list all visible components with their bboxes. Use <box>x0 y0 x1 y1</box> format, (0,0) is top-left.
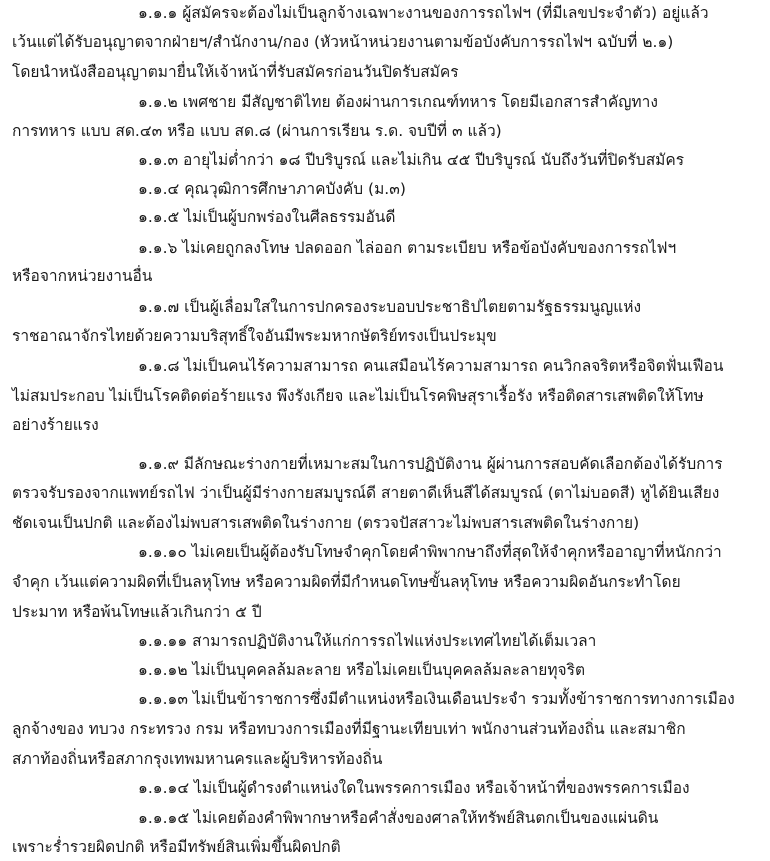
clause-1-1-6-line-2: หรือจากหน่วยงานอื่น <box>12 267 153 285</box>
clause-1-1-1-line-3: โดยนำหนังสืออนุญาตมายื่นให้เจ้าหน้าที่รับสมัครก่อนวันปิดรับสมัคร <box>12 63 459 81</box>
clause-1-1-2-line-2: การทหาร แบบ สด.๔๓ หรือ แบบ สด.๘ (ผ่านการเรียน ร.ด. จบปีที่ ๓ แล้ว) <box>12 122 502 140</box>
clause-1-1-8-line-3: อย่างร้ายแรง <box>12 416 99 434</box>
clause-1-1-15-line-2: เพราะร่ำรวยผิดปกติ หรือมีทรัพย์สินเพิ่มขึ้นผิดปกติ <box>12 838 341 856</box>
clause-1-1-2-line-1: ๑.๑.๒ เพศชาย มีสัญชาติไทย ต้องผ่านการเกณฑ์ทหาร โดยมีเอกสารสำคัญทาง <box>138 93 658 111</box>
clause-1-1-9-line-2: ตรวจรับรองจากแพทย์รถไฟ ว่าเป็นผู้มีร่างกายสมบูรณ์ดี สายตาดีเห็นสีได้สมบูรณ์ (ตาไม่บอดสี) หูได้ยินเสียง <box>12 484 720 502</box>
clause-1-1-14: ๑.๑.๑๔ ไม่เป็นผู้ดำรงตำแหน่งใดในพรรคการเมือง หรือเจ้าหน้าที่ของพรรคการเมือง <box>138 779 690 797</box>
clause-1-1-4: ๑.๑.๔ คุณวุฒิการศึกษาภาคบังคับ (ม.๓) <box>138 180 406 198</box>
clause-1-1-1-line-1: ๑.๑.๑ ผู้สมัครจะต้องไม่เป็นลูกจ้างเฉพาะงานของการรถไฟฯ (ที่มีเลขประจำตัว) อยู่แล้ว <box>138 4 709 22</box>
clause-1-1-10-line-3: ประมาท หรือพ้นโทษแล้วเกินกว่า ๕ ปี <box>12 603 262 621</box>
clause-1-1-7-line-1: ๑.๑.๗ เป็นผู้เลื่อมใสในการปกครองระบอบประชาธิปไตยตามรัฐธรรมนูญแห่ง <box>138 298 642 316</box>
clause-1-1-15-line-1: ๑.๑.๑๕ ไม่เคยต้องคำพิพากษาหรือคำสั่งของศาลให้ทรัพย์สินตกเป็นของแผ่นดิน <box>138 809 659 827</box>
clause-1-1-9-line-1: ๑.๑.๙ มีลักษณะร่างกายที่เหมาะสมในการปฏิบัติงาน ผู้ผ่านการสอบคัดเลือกต้องได้รับการ <box>138 455 723 473</box>
clause-1-1-11: ๑.๑.๑๑ สามารถปฏิบัติงานให้แก่การรถไฟแห่งประเทศไทยได้เต็มเวลา <box>138 632 597 650</box>
clause-1-1-13-line-3: สภาท้องถิ่นหรือสภากรุงเทพมหานครและผู้บริหารท้องถิ่น <box>12 750 383 768</box>
clause-1-1-9-line-3: ชัดเจนเป็นปกติ และต้องไม่พบสารเสพติดในร่างกาย (ตรวจปัสสาวะไม่พบสารเสพติดในร่างกาย) <box>12 514 640 532</box>
clause-1-1-5: ๑.๑.๕ ไม่เป็นผู้บกพร่องในศีลธรรมอันดี <box>138 208 396 226</box>
clause-1-1-7-line-2: ราชอาณาจักรไทยด้วยความบริสุทธิ์ใจอันมีพระมหากษัตริย์ทรงเป็นประมุข <box>12 327 497 345</box>
clause-1-1-6-line-1: ๑.๑.๖ ไม่เคยถูกลงโทษ ปลดออก ไล่ออก ตามระเบียบ หรือข้อบังคับของการรถไฟฯ <box>138 239 677 257</box>
clause-1-1-13-line-1: ๑.๑.๑๓ ไม่เป็นข้าราชการซึ่งมีตำแหน่งหรือเงินเดือนประจำ รวมทั้งข้าราชการทางการเมือง <box>138 690 735 708</box>
clause-1-1-8-line-1: ๑.๑.๘ ไม่เป็นคนไร้ความสามารถ คนเสมือนไร้ความสามารถ คนวิกลจริตหรือจิตฟั่นเฟือน <box>138 357 724 375</box>
clause-1-1-12: ๑.๑.๑๒ ไม่เป็นบุคคลล้มละลาย หรือไม่เคยเป็นบุคคลล้มละลายทุจริต <box>138 661 586 679</box>
clause-1-1-13-line-2: ลูกจ้างของ ทบวง กระทรวง กรม หรือทบวงการเมืองที่มีฐานะเทียบเท่า พนักงานส่วนท้องถิ่น และสมาชิก <box>12 720 686 738</box>
clause-1-1-10-line-1: ๑.๑.๑๐ ไม่เคยเป็นผู้ต้องรับโทษจำคุกโดยคำพิพากษาถึงที่สุดให้จำคุกหรืออาญาที่หนักกว่า <box>138 543 722 561</box>
clause-1-1-1-line-2: เว้นแต่ได้รับอนุญาตจากฝ่ายฯ/สำนักงาน/กอง (หัวหน้าหน่วยงานตามข้อบังคับการรถไฟฯ ฉบับที่ ๒.๑) <box>12 33 674 51</box>
clause-1-1-8-line-2: ไม่สมประกอบ ไม่เป็นโรคติดต่อร้ายแรง พึงรังเกียจ และไม่เป็นโรคพิษสุราเรื้อรัง หรือติดสารเสพติดให้โทษ <box>12 387 704 405</box>
clause-1-1-3: ๑.๑.๓ อายุไม่ต่ำกว่า ๑๘ ปีบริบูรณ์ และไม่เกิน ๔๕ ปีบริบูรณ์ นับถึงวันที่ปิดรับสมัคร <box>138 151 685 169</box>
clause-1-1-10-line-2: จำคุก เว้นแต่ความผิดที่เป็นลหุโทษ หรือความผิดที่มีกำหนดโทษขั้นลหุโทษ หรือความผิดอันกระทำโดย <box>12 573 681 591</box>
